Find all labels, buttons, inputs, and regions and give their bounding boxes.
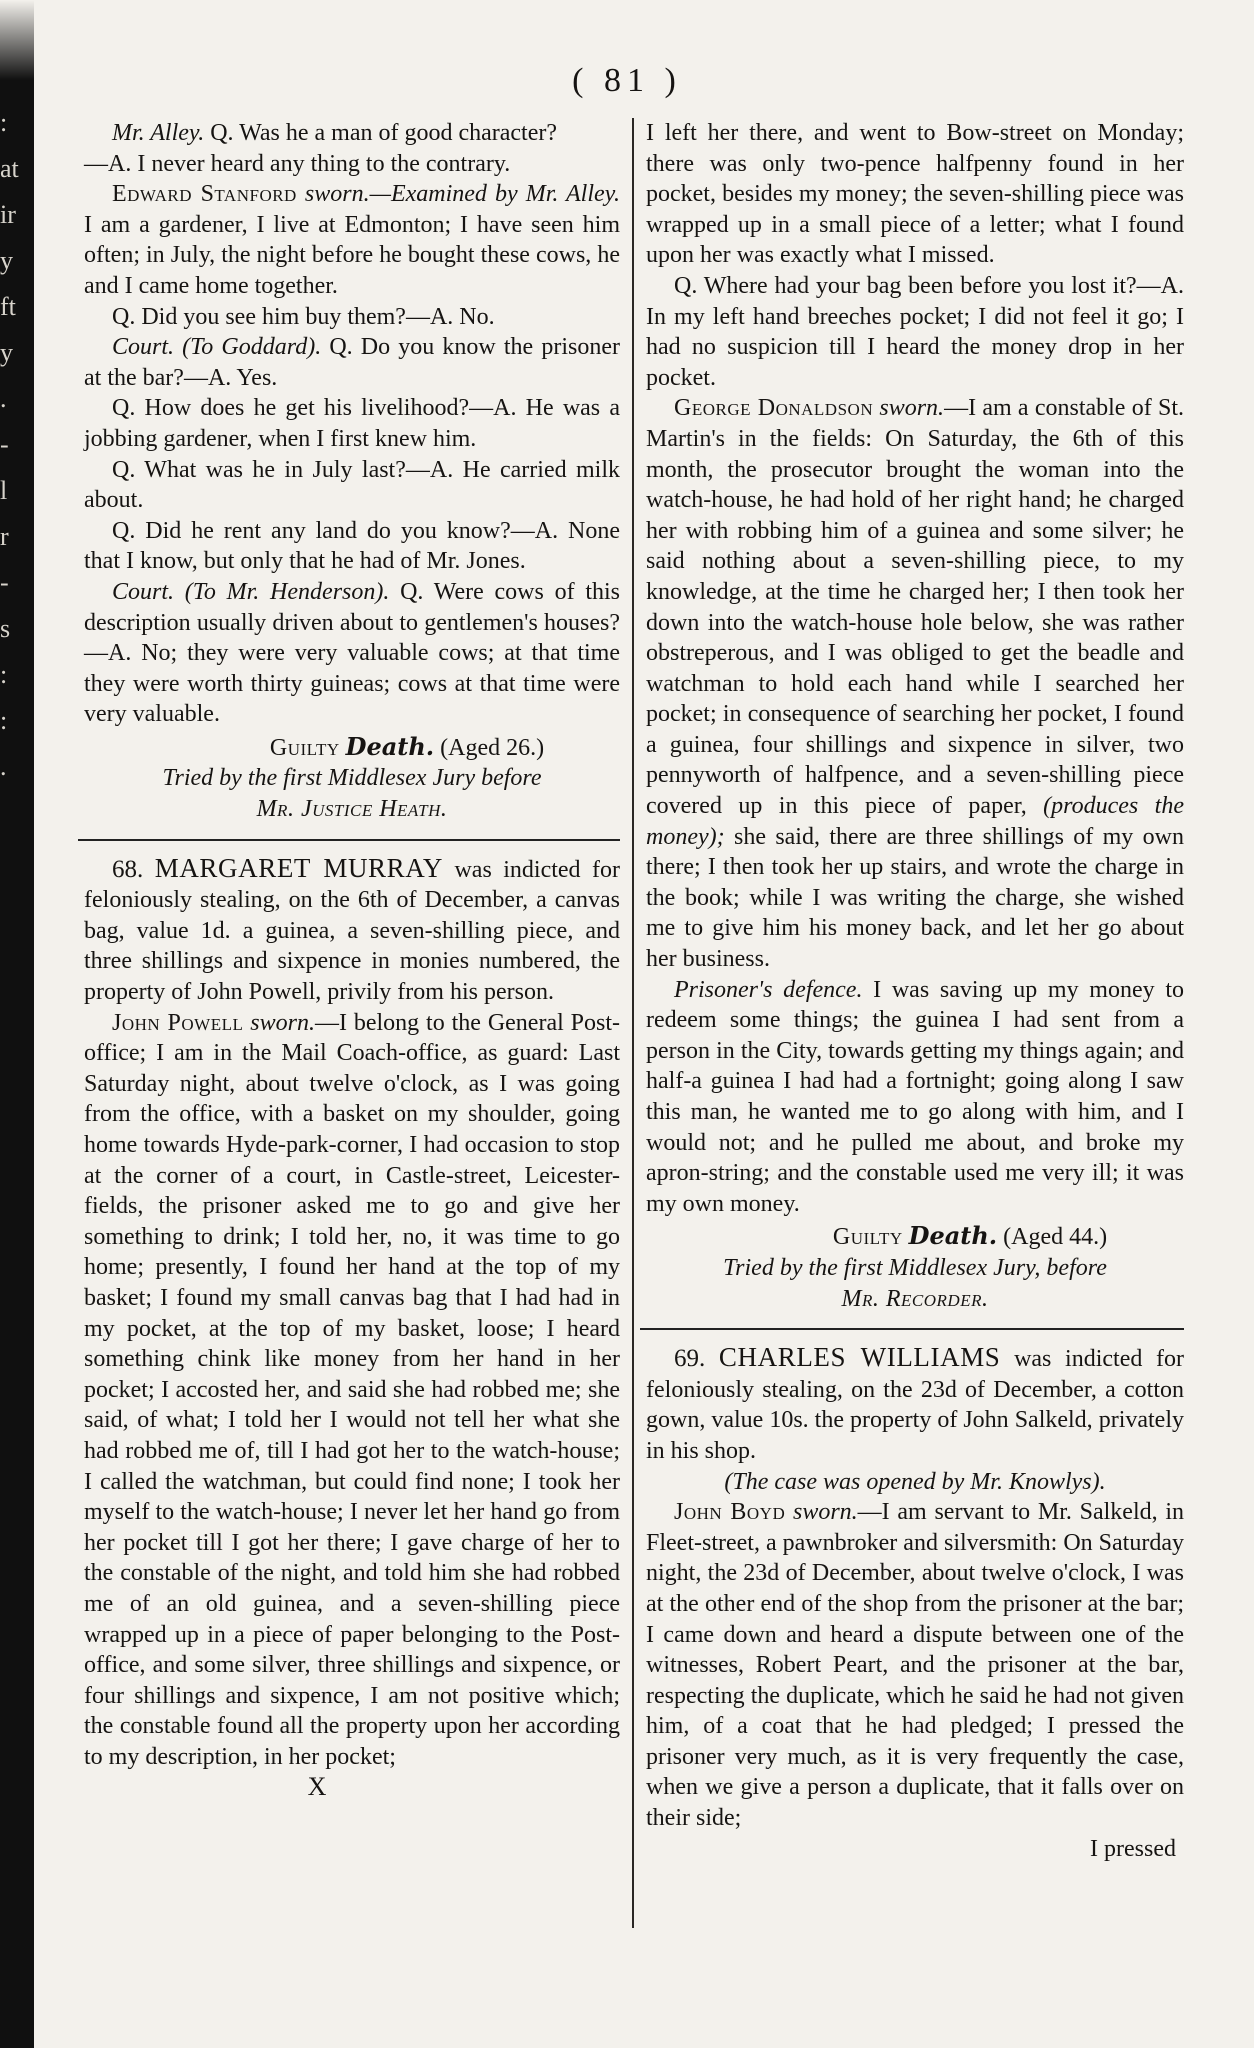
- paragraph: Q. How does he get his livelihood?—A. He was a jobbing gardener, when I first knew him.: [84, 395, 620, 452]
- paragraph: Q. What was he in July last?—A. He carried milk about.: [84, 456, 620, 514]
- margin-fragment: :: [0, 660, 8, 689]
- page-number: ( 81 ): [572, 62, 682, 99]
- judge-note: Mr. Recorder.: [841, 1285, 989, 1312]
- testimony-powell: John Powell sworn.—I belong to the General Post-office; I am in the Mail Coach-office, as guard: Last Saturday night, about twelve o'clock, as I was going from the office, with a basket on my shoulder, going home towards Hyde-park-corner, I had occasion to stop at the corner of a court, in Castle-street, Leicester-fields, the prisoner asked me to go and give her something to drink; I told her, no, it was time to go home; presently, I found her hand at the top of my basket; I found my small canvas bag that I had had in my pocket, at the top of my basket, loose; I heard something chink like money from her hand in her pocket; I accosted her, and said she had robbed me; she said, of what; I told her I would not tell her what she had robbed me of, till I had got her to the watch-house; I called the watchman, but could find none; I took her myself to the watch-house; I never let her hand go from her pocket till I got her there; I gave charge of her to the constable of the night, and told him she had robbed me of an old guinea, and a seven-shilling piece wrapped up in a piece of paper belonging to the Post-office, and some silver, three shillings and sixpence, or four shillings and sixpence, I am not positive which; the constable found all the property upon her according to my description, in her pocket;: [84, 1009, 620, 1770]
- margin-fragment: :: [0, 108, 8, 137]
- margin-fragment: s: [0, 614, 11, 643]
- paragraph: Mr. Alley. Q. Was he a man of good character?: [112, 120, 558, 146]
- paragraph: Court. (To Mr. Henderson). Q. Were cows of this description usually driven about to gentlemen's houses?—A. No; they were very valuable cows; at that time they were worth thirty guineas; cows at that time were very valuable.: [84, 578, 620, 728]
- catchword: I pressed: [1090, 1835, 1176, 1862]
- left-column: [84, 118, 620, 1803]
- margin-fragment: at: [0, 154, 19, 183]
- margin-fragment: r: [0, 522, 9, 551]
- paragraph: Q. Did he rent any land do you know?—A. None that I know, but only that he had of Mr. Jones.: [84, 517, 620, 575]
- margin-fragment: y: [0, 338, 13, 367]
- paragraph: I left her there, and went to Bow-street on Monday; there was only two-pence halfpenny found in her pocket, besides my money; the seven-shilling piece was wrapped up in a small piece of a letter; what I found upon her was exactly what I missed.: [646, 120, 1184, 269]
- column-rule: [632, 118, 634, 1928]
- case-heading-68: 68. MARGARET MURRAY was indicted for feloniously stealing, on the 6th of December, a canvas bag, value 1d. a guinea, a seven-shilling piece, and three shillings and sixpence in monies numbered, the property of John Powell, privily from his person.: [84, 852, 621, 1006]
- margin-fragment: -: [0, 568, 9, 597]
- signature-mark: X: [307, 1772, 327, 1802]
- paragraph: Court. (To Goddard). Q. Do you know the prisoner at the bar?—A. Yes.: [84, 334, 620, 391]
- margin-fragment: y: [0, 246, 13, 275]
- paragraph: Q. Did you see him buy them?—A. No.: [112, 303, 495, 330]
- judge-note: Mr. Justice Heath.: [256, 796, 448, 823]
- right-column: [646, 118, 1184, 1864]
- paragraph: Q. Where had your bag been before you lost it?—A. In my left hand breeches pocket; I did not feel it go; I had no suspicion till I heard the money drop in her pocket.: [646, 272, 1184, 391]
- case-heading-69: 69. CHARLES WILLIAMS was indicted for feloniously stealing, on the 23d of December, a cotton gown, value 10s. the property of John Salkeld, privately in his shop.: [646, 1342, 1184, 1464]
- binding-gutter: [0, 80, 34, 2048]
- verdict: Guilty Death. (Aged 44.): [832, 1221, 1108, 1251]
- margin-fragment: :: [0, 706, 8, 735]
- verdict: Guilty Death. (Aged 26.): [269, 731, 545, 761]
- margin-fragment: .: [0, 752, 7, 781]
- case-opening-note: (The case was opened by Mr. Knowlys).: [724, 1468, 1106, 1495]
- margin-fragment: -: [0, 430, 9, 459]
- testimony-boyd: John Boyd sworn.—I am servant to Mr. Salkeld, in Fleet-street, a pawnbroker and silversmith: On Saturday night, the 23d of December, about twelve o'clock, I was at the other end of the shop from the prisoner at the bar; I came down and heard a dispute between one of the witnesses, Robert Peart, and the prisoner at the bar, respecting the duplicate, which he said he had not given him, of a coat that he had pledged; I pressed the prisoner very much, as it is very frequently the case, when we give a person a duplicate, that it falls over on their side;: [646, 1499, 1185, 1832]
- margin-fragment: ft: [0, 292, 16, 321]
- testimony-donaldson: George Donaldson sworn.—I am a constable of St. Martin's in the fields: On Saturday, the 6th of this month, the prosecutor brought the woman into the watch-house, he had hold of her right hand; he charged her with robbing him of a guinea and some silver; he said nothing about a seven-shilling piece, to my knowledge, at the time he charged her; I then took her down into the watch-house hole below, she was rather obstreperous, and I was obliged to get the beadle and watchman to hold each hand while I searched her pocket; in consequence of searching her pocket, I found a guinea, four shillings and sixpence in silver, two pennyworth of halfpence, and a seven-shilling piece covered up in this piece of paper, (produces the money); she said, there are three shillings of my own there; I then took her up stairs, and wrote the charge in the book; while I was writing the charge, she wished me to give him his money back, and let her go about her business.: [646, 395, 1185, 973]
- case-divider: [640, 1328, 1184, 1330]
- margin-fragment: ir: [0, 200, 16, 229]
- case-divider: [78, 839, 620, 841]
- jury-note: Tried by the first Middlesex Jury, before: [723, 1254, 1107, 1281]
- margin-fragment: l: [0, 476, 8, 505]
- jury-note: Tried by the first Middlesex Jury before: [162, 765, 542, 792]
- testimony-stanford: Edward Stanford sworn.—Examined by Mr. Alley. I am a gardener, I live at Edmonton; I have seen him often; in July, the night before he bought these cows, he and I came home together.: [84, 181, 621, 299]
- prisoner-defence: Prisoner's defence. I was saving up my money to redeem some things; the guinea I had sent from a person in the City, towards getting my things again; and half-a guinea I had had a fortnight; going along I saw this man, he wanted me to go along with him, and I would not; and he pulled me about, and broke my apron-string; and the constable used me very ill; it was my own money.: [646, 976, 1184, 1217]
- margin-fragment: .: [0, 384, 7, 413]
- paragraph: —A. I never heard any thing to the contrary.: [84, 150, 511, 177]
